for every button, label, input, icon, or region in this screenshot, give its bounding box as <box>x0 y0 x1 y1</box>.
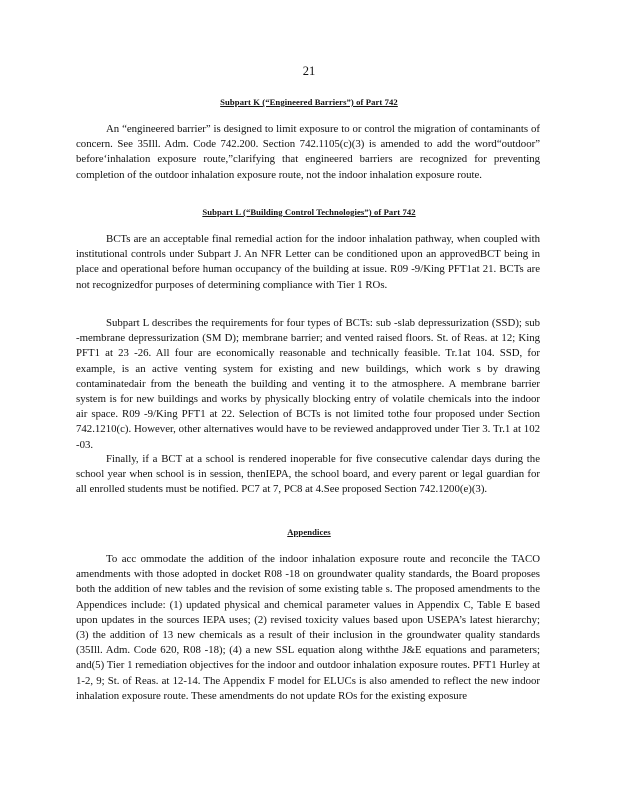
paragraph-appendices: To acc ommodate the addition of the indoor inhalation exposure route and reconcile the TACO amendments with those adopted in docket R08 -18 on groundwater quality standards, the Board proposes both the addition of new tables and the revision of some existing table s. The proposed amendments to the Appendices include: (1) updated physical and chemical parameter values in Appendix C, Table E based upon updates in the sources IEPA uses; (2) revised toxicity values based upon USEPA’s latest hierarchy; (3) the addition of 13 new chemicals as a result of their inclusion in the groundwater quality standards (35Ill. Adm. Code 620, R08 -18); (4) a new SSL equation along withthe J&E equations and parameters; and(5) Tier 1 remediation objectives for the indoor and outdoor inhalation exposure routes. PFT1 Hurley at 1-2, 9; St. of Reas. at 12-14. The Appendix F model for ELUCs is also amended to reflect the new indoor inhalation exposure route. These amendments do not update ROs for the existing exposure <box>76 553 540 702</box>
heading-subpart-l: Subpart L (“Building Control Technologies”) of Part 742 <box>202 207 416 217</box>
heading-subpart-k: Subpart K (“Engineered Barriers”) of Part 742 <box>220 97 398 107</box>
page-number: 21 <box>302 64 316 78</box>
paragraph-bct-types: Subpart L describes the requirements for four types of BCTs: sub -slab depressurization (SSD); sub -membrane depressurization (SM D); membrane barrier; and vented raised floors. St. of Reas. at 12; King PFT1 at 23 -26. All four are economically reasonable and technically feasible. Tr.1at 104. SSD, for example, is an active venting system for existing and new buildings, which work s by drawing contaminatedair from the beneath the building and venting it to the atmosphere. A membrane barrier system is for new buildings and works by physically blocking entry of volatile chemicals into the indoor air space. R09 -9/King PFT1 at 22. Selection of BCTs is not limited tothe four proposed under Section 742.1210(c). However, other alternatives would have to be reviewed andapproved under Tier 3. Tr.1 at 102 -03. <box>76 317 540 451</box>
paragraph-engineered-barrier: An “engineered barrier” is designed to limit exposure to or control the migration of contaminants of concern. See 35Ill. Adm. Code 742.200. Section 742.1105(c)(3) is amended to add the word“outdoor” before‘inhalation exposure route,”clarifying that engineered barriers are recognized for preventing completion of the outdoor inhalation exposure route, not the indoor inhalation exposure route. <box>76 123 540 181</box>
heading-appendices: Appendices <box>287 527 331 537</box>
paragraph-bct-school: Finally, if a BCT at a school is rendered inoperable for five consecutive calendar days during the school year when school is in session, thenIEPA, the school board, and every parent or legal guardian for all enrolled students must be notified. PC7 at 7, PC8 at 4.See proposed Section 742.1200(e)(3). <box>76 453 540 496</box>
paragraph-bcts-acceptable: BCTs are an acceptable final remedial action for the indoor inhalation pathway, when coupled with institutional controls under Subpart J. An NFR Letter can be conditioned upon an approvedBCT being in place and operational before human occupancy of the building at issue. R09 -9/King PFT1at 21. BCTs are not recognizedfor purposes of determining compliance with Tier 1 ROs. <box>76 233 540 291</box>
